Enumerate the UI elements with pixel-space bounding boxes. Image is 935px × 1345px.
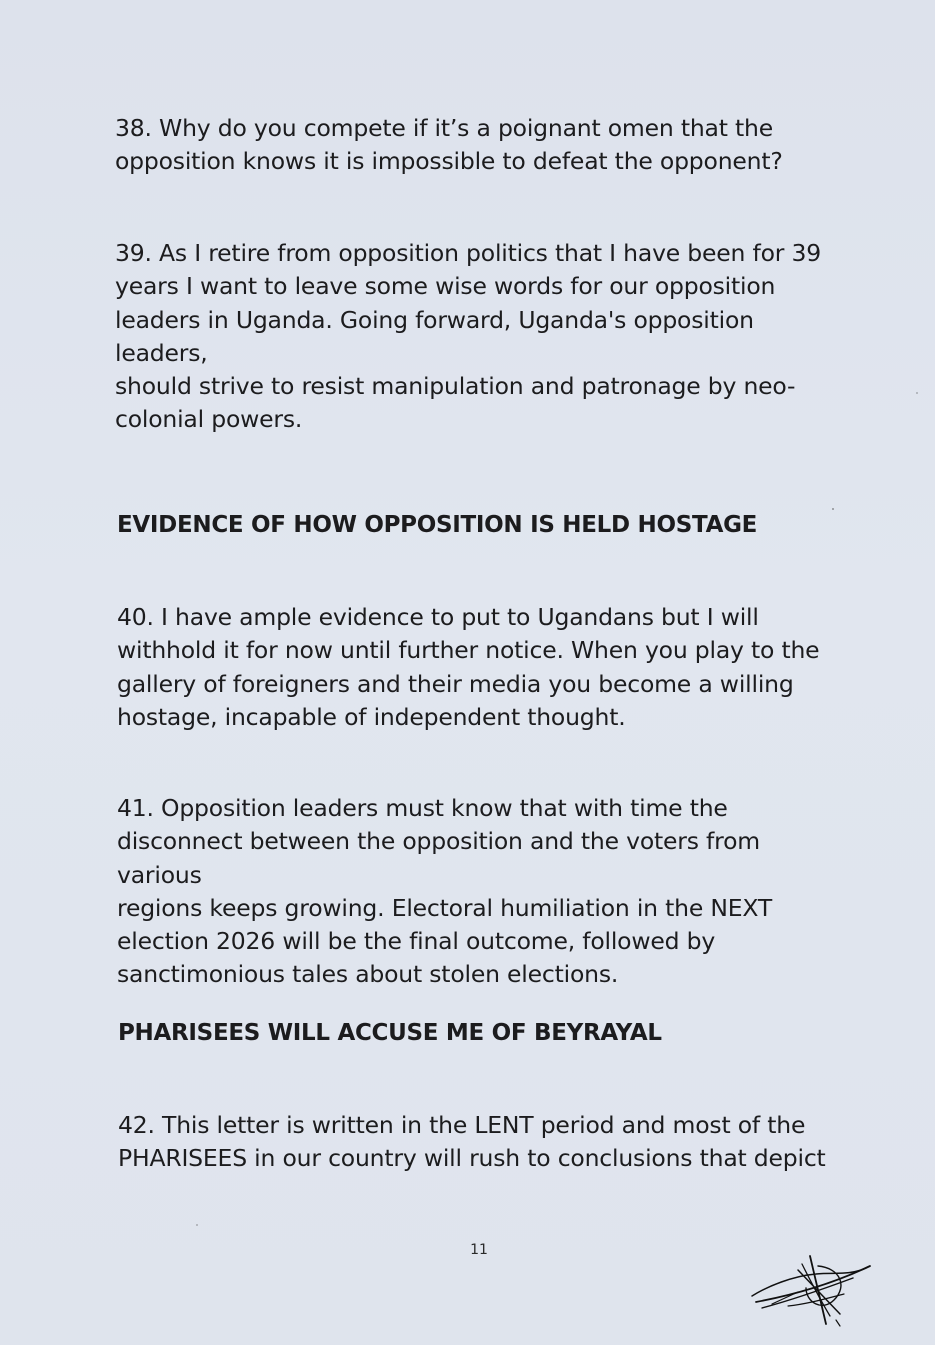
paragraph-39: 39. As I retire from opposition politics that I have been for 39 years I want to leave some wise words for our opposition leaders in Uganda. Going forward, Uganda's opposition leaders, should strive to resist manipulation and patronage by neo- colonial powers. xyxy=(115,239,821,434)
paragraph-42: 42. This letter is written in the LENT period and most of the PHARISEES in our country will rush to conclusions that depict xyxy=(118,1111,826,1173)
paragraph-41: 41. Opposition leaders must know that with time the disconnect between the opposition and the voters from various regions keeps growing. Electoral humiliation in the NEXT election 2026 will be the final outcome, followed by sanctimonious tales about stolen elections. xyxy=(117,794,773,989)
section-heading-pharisees: PHARISEES WILL ACCUSE ME OF BEYRAYAL xyxy=(118,1020,662,1046)
paper-speck xyxy=(916,392,918,394)
paper-speck xyxy=(196,1224,198,1226)
signature-icon xyxy=(748,1246,878,1332)
paper-speck xyxy=(832,508,834,510)
paragraph-40: 40. I have ample evidence to put to Ugandans but I will withhold it for now until further notice. When you play to the gallery of foreigners and their media you become a willing hostage, incapable of independent thought. xyxy=(117,603,820,731)
section-heading-evidence: EVIDENCE OF HOW OPPOSITION IS HELD HOSTAGE xyxy=(117,512,758,538)
paragraph-38: 38. Why do you compete if it’s a poignant omen that the opposition knows it is impossible to defeat the opponent? xyxy=(115,114,783,176)
page-number: 11 xyxy=(470,1242,488,1258)
